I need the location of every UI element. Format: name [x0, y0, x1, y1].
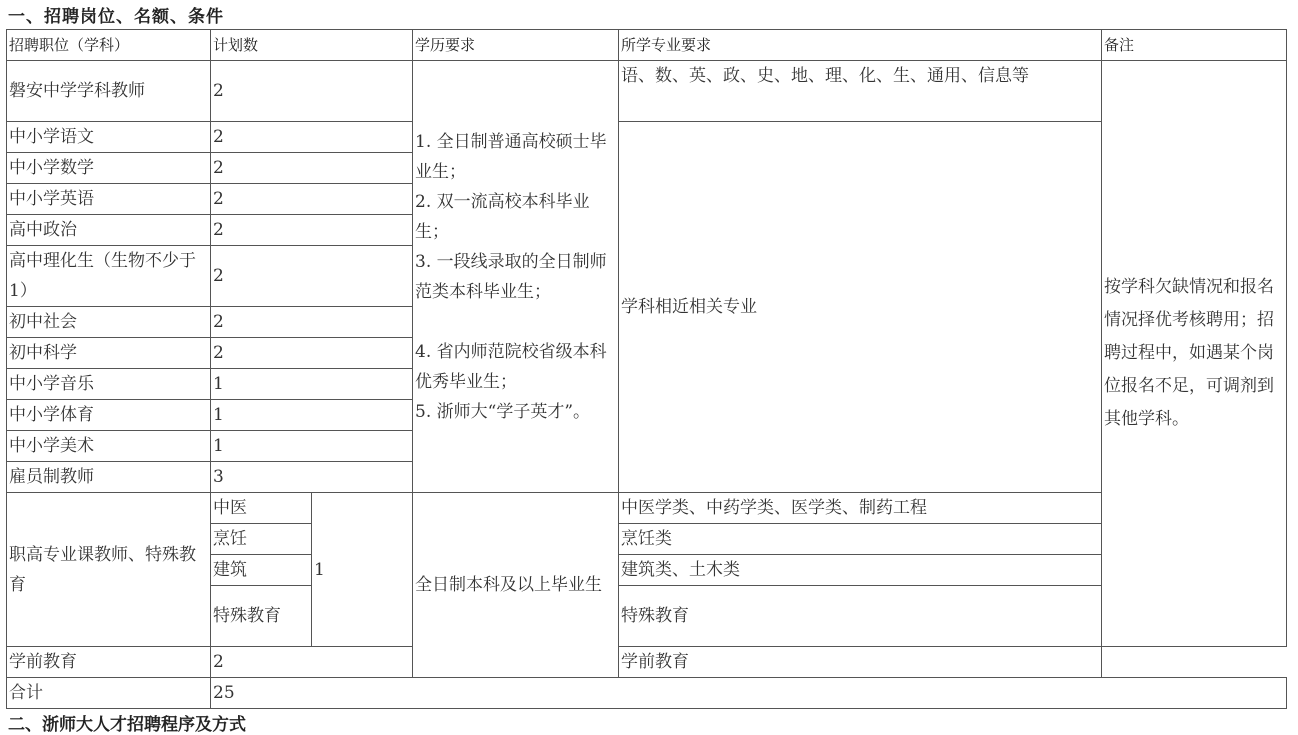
total-value: 25 [211, 678, 1287, 709]
position-cell: 学前教育 [7, 647, 211, 678]
total-row [7, 678, 1287, 709]
section-heading: 一、招聘岗位、名额、条件 [8, 7, 224, 27]
position-cell: 高中理化生（生物不少于1） [7, 246, 211, 307]
quota-cell: 2 [211, 184, 413, 215]
subject-cell: 中医 [211, 493, 312, 524]
table-row [7, 61, 1287, 122]
header-major: 所学专业要求 [619, 30, 1102, 61]
table-row [7, 122, 1287, 153]
remark-cell: 按学科欠缺情况和报名情况择优考核聘用；招聘过程中，如遇某个岗位报名不足，可调剂到其他学科。 [1102, 61, 1287, 647]
header-position: 招聘职位（学科） [7, 30, 211, 61]
subject-cell: 烹饪 [211, 524, 312, 555]
position-cell: 初中社会 [7, 307, 211, 338]
header-education: 学历要求 [413, 30, 619, 61]
quota-cell: 1 [312, 493, 413, 647]
quota-cell: 2 [211, 122, 413, 153]
position-cell: 中小学数学 [7, 153, 211, 184]
recruitment-table [6, 29, 1287, 709]
quota-cell: 2 [211, 61, 413, 122]
position-cell: 中小学语文 [7, 122, 211, 153]
major-cell: 中医学类、中药学类、医学类、制药工程 [619, 493, 1102, 524]
education-text: 1. 全日制普通高校硕士毕业生； 2. 双一流高校本科毕业生； 3. 一段线录取的全日制师范类本科毕业生； 4. 省内师范院校省级本科优秀毕业生； 5. 浙师大“学子英才”。 [415, 131, 607, 422]
position-cell: 中小学英语 [7, 184, 211, 215]
quota-cell: 2 [211, 246, 413, 307]
major-cell: 学科相近相关专业 [619, 122, 1102, 493]
quota-cell: 3 [211, 462, 413, 493]
header-quota: 计划数 [211, 30, 413, 61]
position-cell: 高中政治 [7, 215, 211, 246]
position-cell: 磐安中学学科教师 [7, 61, 211, 122]
position-cell: 中小学美术 [7, 431, 211, 462]
education-cell [413, 61, 619, 493]
total-label: 合计 [7, 678, 211, 709]
quota-cell: 2 [211, 153, 413, 184]
quota-cell: 1 [211, 369, 413, 400]
quota-cell: 2 [211, 307, 413, 338]
quota-cell: 2 [211, 215, 413, 246]
major-cell: 特殊教育 [619, 586, 1102, 647]
quota-cell: 1 [211, 400, 413, 431]
quota-cell: 1 [211, 431, 413, 462]
position-cell: 中小学体育 [7, 400, 211, 431]
subject-cell: 特殊教育 [211, 586, 312, 647]
major-cell: 建筑类、土木类 [619, 555, 1102, 586]
table-row [7, 647, 1287, 678]
major-cell: 学前教育 [619, 647, 1102, 678]
subject-cell: 建筑 [211, 555, 312, 586]
major-cell: 语、数、英、政、史、地、理、化、生、通用、信息等 [619, 61, 1102, 122]
table-row [7, 493, 1287, 524]
major-cell: 烹饪类 [619, 524, 1102, 555]
position-cell: 中小学音乐 [7, 369, 211, 400]
quota-cell: 2 [211, 338, 413, 369]
next-section-heading: 二、浙师大人才招聘程序及方式 [8, 715, 246, 735]
quota-cell: 2 [211, 647, 413, 678]
position-cell: 职高专业课教师、特殊教育 [7, 493, 211, 647]
position-cell: 初中科学 [7, 338, 211, 369]
table-header-row [7, 30, 1287, 61]
education-cell: 全日制本科及以上毕业生 [413, 493, 619, 678]
header-remark: 备注 [1102, 30, 1287, 61]
position-cell: 雇员制教师 [7, 462, 211, 493]
